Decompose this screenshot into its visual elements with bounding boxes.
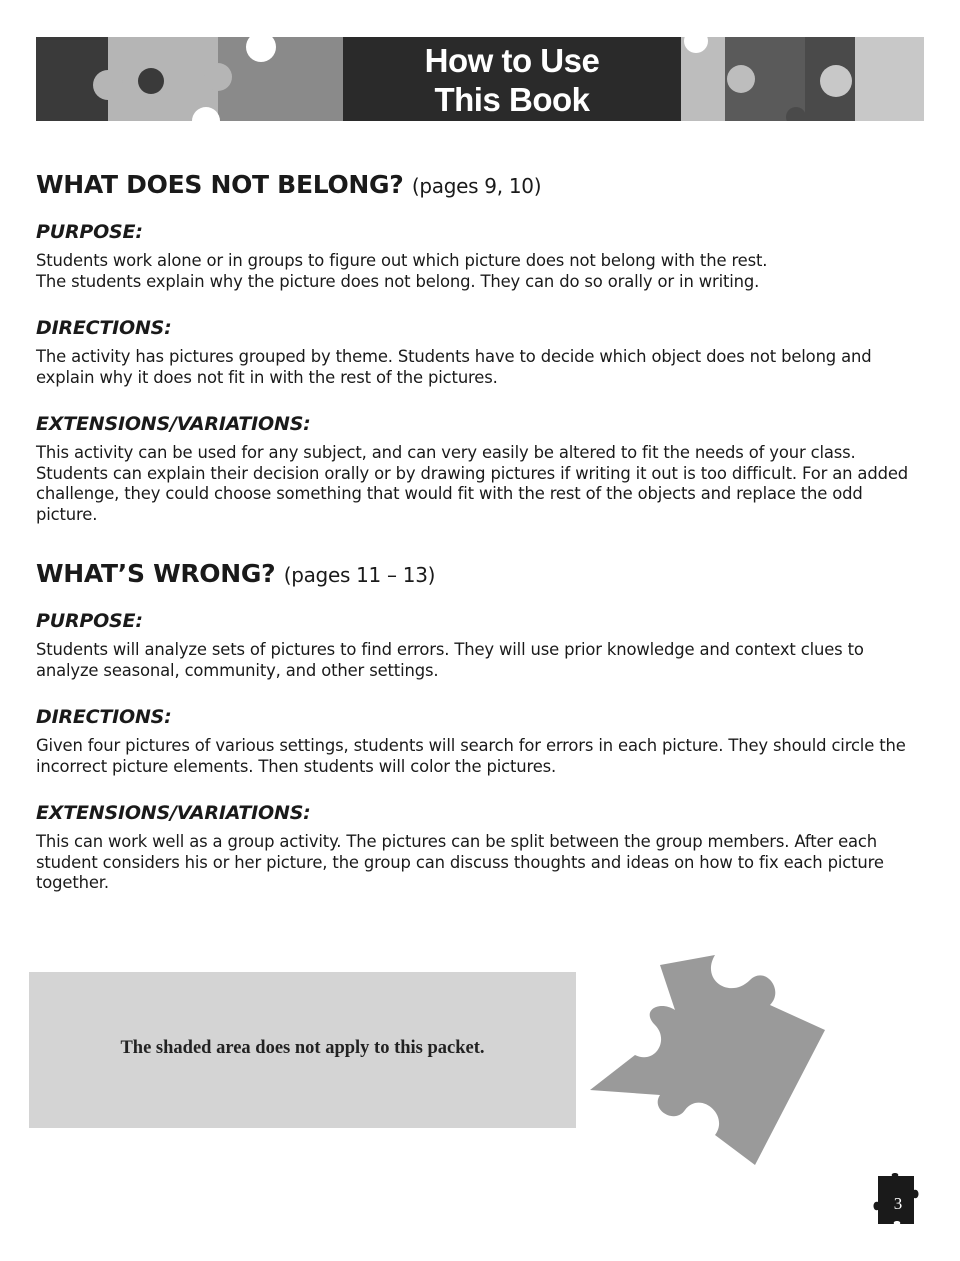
extensions-text: This can work well as a group activity. The pictures can be split between the group members. After each student considers his or her picture, the group can discuss thoughts and ideas on how to fix each picture together.: [36, 832, 884, 892]
heading-pages: (pages 11 – 13): [283, 563, 436, 587]
section-what-does-not-belong: [36, 170, 926, 525]
section-whats-wrong: [36, 559, 926, 894]
shaded-area: [29, 972, 576, 1128]
purpose-label: PURPOSE:: [36, 221, 143, 243]
main-content: [36, 170, 926, 894]
extensions-label: EXTENSIONS/VARIATIONS:: [36, 413, 311, 435]
section-heading: [36, 559, 926, 588]
purpose-text: [36, 251, 926, 292]
heading-pages: (pages 9, 10): [411, 174, 542, 198]
directions-label: DIRECTIONS:: [36, 317, 172, 339]
puzzle-piece-icon: [580, 950, 830, 1170]
heading-text: WHAT’S WRONG?: [36, 559, 276, 588]
page-title: [343, 37, 681, 121]
purpose-line-1: Students work alone or in groups to figure out which picture does not belong with the rest.: [36, 251, 768, 270]
directions-text: Given four pictures of various settings, students will search for errors in each picture. They should circle the incorrect picture elements. Then students will color the pictures.: [36, 736, 906, 776]
purpose-line-2: The students explain why the picture does not belong. They can do so orally or in writing.: [36, 271, 760, 291]
extensions-text: This activity can be used for any subject, and can very easily be altered to fit the needs of your class. Students can explain their decision orally or by drawing pictures if writing it out is too difficult. For an added challenge, they could choose something that would fit with the rest of the objects and replace the odd picture.: [36, 443, 909, 524]
purpose-text: Students will analyze sets of pictures to find errors. They will use prior knowledge and context clues to analyze seasonal, community, and other settings.: [36, 640, 864, 680]
shaded-note: The shaded area does not apply to this packet.: [120, 1038, 485, 1058]
directions-text: The activity has pictures grouped by theme. Students have to decide which object does not belong and explain why it does not fit in with the rest of the pictures.: [36, 347, 872, 387]
heading-text: WHAT DOES NOT BELONG?: [36, 170, 404, 199]
header-banner: [36, 37, 924, 121]
title-line-1: How to Use: [424, 42, 600, 79]
extensions-label: EXTENSIONS/VARIATIONS:: [36, 802, 311, 824]
page-number-puzzle-icon: [870, 1172, 928, 1228]
directions-label: DIRECTIONS:: [36, 706, 172, 728]
title-line-2: This Book: [434, 81, 590, 118]
section-heading: [36, 170, 926, 199]
page-number: 3: [893, 1194, 903, 1213]
purpose-label: PURPOSE:: [36, 610, 143, 632]
